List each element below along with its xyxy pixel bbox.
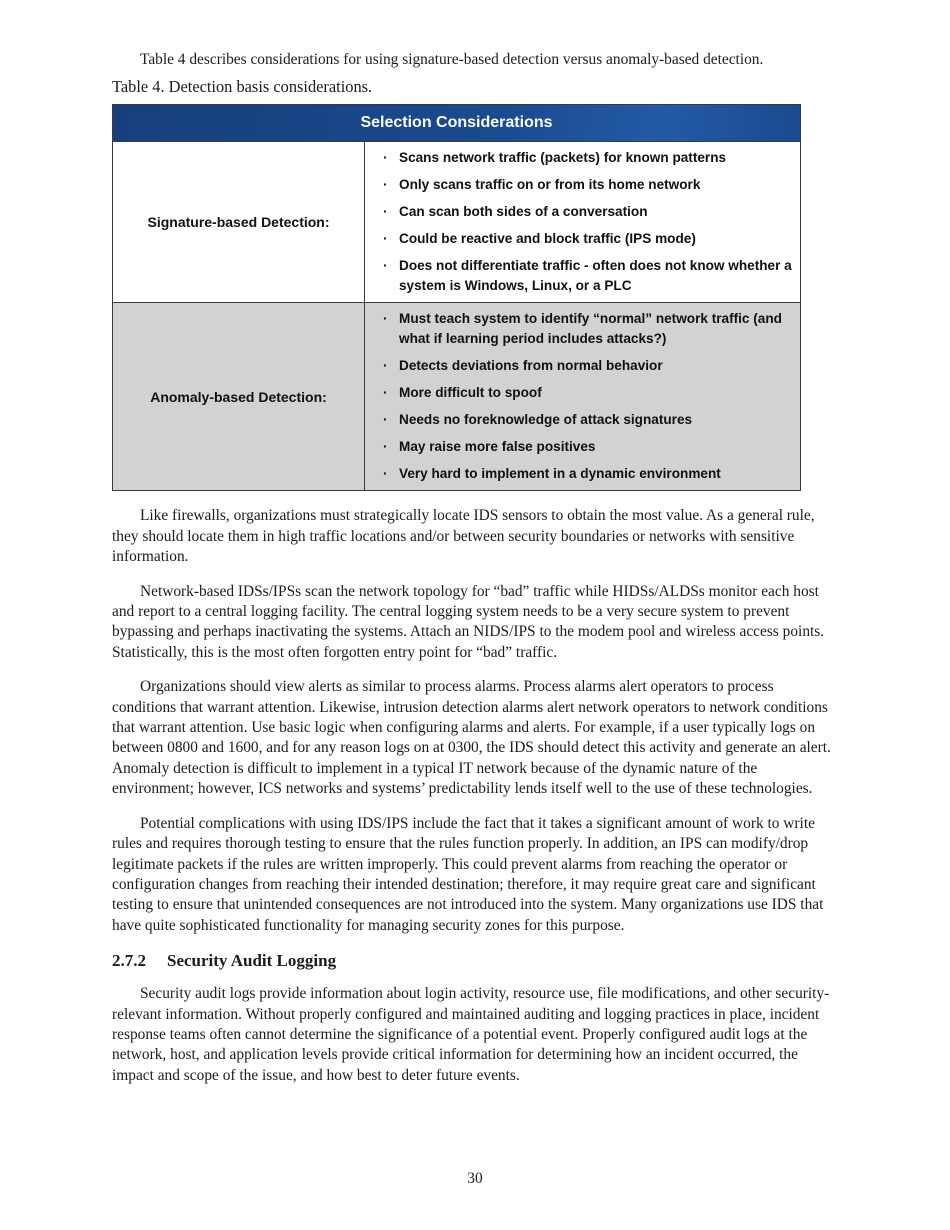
bullet-item [365, 256, 800, 296]
section-title: Security Audit Logging [167, 951, 337, 971]
table-row-anomaly [113, 303, 801, 491]
bullet-text: Very hard to implement in a dynamic environment [399, 466, 721, 482]
bullet-text: More difficult to spoof [399, 385, 542, 401]
paragraph: Network-based IDSs/IPSs scan the network topology for “bad” traffic while HIDSs/ALDSs monitor each host and report to a central logging facility. The central logging system needs to be a very secure system to prevent bypassing and perhaps inactivating the systems. Attach an NIDS/IPS to the modem pool and wireless access points. Statistically, this is the most often forgotten entry point for “bad” traffic. [112, 582, 825, 661]
bullet-text: Needs no foreknowledge of attack signatures [399, 412, 693, 428]
bullet-item [365, 148, 800, 168]
bullet-text: Does not differentiate traffic - often does not know whether a system is Windows, Linux, or a PLC [399, 258, 792, 294]
bullet-dot-icon: · [383, 358, 388, 374]
row-label-signature: Signature-based Detection: [113, 142, 365, 303]
bullet-dot-icon: · [383, 311, 388, 327]
bullet-text: Could be reactive and block traffic (IPS mode) [399, 231, 696, 247]
paragraph: Like firewalls, organizations must strategically locate IDS sensors to obtain the most value. As a general rule, they should locate them in high traffic locations and/or between security boundaries or networks with sensitive information. [112, 507, 815, 566]
section-paragraph: Security audit logs provide information about login activity, resource use, file modifications, and other security-relevant information. Without properly configured and maintained auditing and logging practices in place, incident response teams often cannot determine the significance of a potential event. Properly configured audit logs at the network, host, and application levels provide critical information for determining how an incident occurred, the impact and scope of the issue, and how best to deter future events. [112, 985, 830, 1084]
bullet-list-anomaly [365, 303, 800, 490]
bullet-dot-icon: · [383, 466, 388, 482]
table-caption: Table 4. Detection basis considerations. [112, 77, 373, 97]
bullet-dot-icon: · [383, 385, 388, 401]
bullet-dot-icon: · [383, 150, 388, 166]
bullet-text: Only scans traffic on or from its home network [399, 177, 701, 193]
bullet-text: Scans network traffic (packets) for known patterns [399, 150, 727, 166]
table-header: Selection Considerations [113, 105, 801, 142]
section-heading [112, 950, 838, 972]
bullet-item [365, 437, 800, 457]
bullet-item [365, 464, 800, 484]
bullet-dot-icon: · [383, 231, 388, 247]
bullet-item [365, 356, 800, 376]
bullet-text: Detects deviations from normal behavior [399, 358, 663, 374]
bullet-dot-icon: · [383, 439, 388, 455]
page-number: 30 [467, 1170, 483, 1187]
bullet-item [365, 229, 800, 249]
row-items-anomaly [365, 303, 801, 491]
bullet-item [365, 175, 800, 195]
detection-table [112, 104, 801, 491]
bullet-item [365, 309, 800, 349]
bullet-item [365, 410, 800, 430]
bullet-item [365, 383, 800, 403]
bullet-item [365, 202, 800, 222]
document-page [112, 50, 838, 1100]
section-number: 2.7.2 [112, 951, 146, 971]
row-label-anomaly: Anomaly-based Detection: [113, 303, 365, 491]
bullet-list-signature [365, 142, 800, 302]
bullet-text: May raise more false positives [399, 439, 596, 455]
bullet-text: Must teach system to identify “normal” network traffic (and what if learning period includes attacks?) [399, 311, 782, 347]
paragraph: Organizations should view alerts as similar to process alarms. Process alarms alert operators to process conditions that warrant attention. Likewise, intrusion detection alarms alert network operators to network conditions that warrant attention. Use basic logic when configuring alarms and alerts. For example, if a user typically logs on between 0800 and 1600, and for any reason logs on at 0300, the IDS should detect this activity and generate an alert. Anomaly detection is difficult to implement in a typical IT network because of the dynamic nature of the environment; however, ICS networks and systems’ predictability lends itself well to the use of these technologies. [112, 678, 831, 798]
row-items-signature [365, 142, 801, 303]
bullet-dot-icon: · [383, 412, 388, 428]
bullet-dot-icon: · [383, 258, 388, 274]
paragraph: Potential complications with using IDS/IPS include the fact that it takes a significant amount of work to write rules and requires thorough testing to ensure that the rules function properly. In addition, an IPS can modify/drop legitimate packets if the rules are written improperly. This could prevent alarms from reaching the operator or configuration changes from reaching their intended destination; therefore, it may require great care and significant testing to ensure that unintended consequences are not introduced into the system. Many organizations use IDS that have quite sophisticated functionality for managing security zones for this purpose. [112, 814, 824, 934]
intro-paragraph: Table 4 describes considerations for using signature-based detection versus anomaly-based detection. [140, 51, 764, 68]
bullet-dot-icon: · [383, 204, 388, 220]
bullet-dot-icon: · [383, 177, 388, 193]
table-row-signature [113, 142, 801, 303]
bullet-text: Can scan both sides of a conversation [399, 204, 648, 220]
